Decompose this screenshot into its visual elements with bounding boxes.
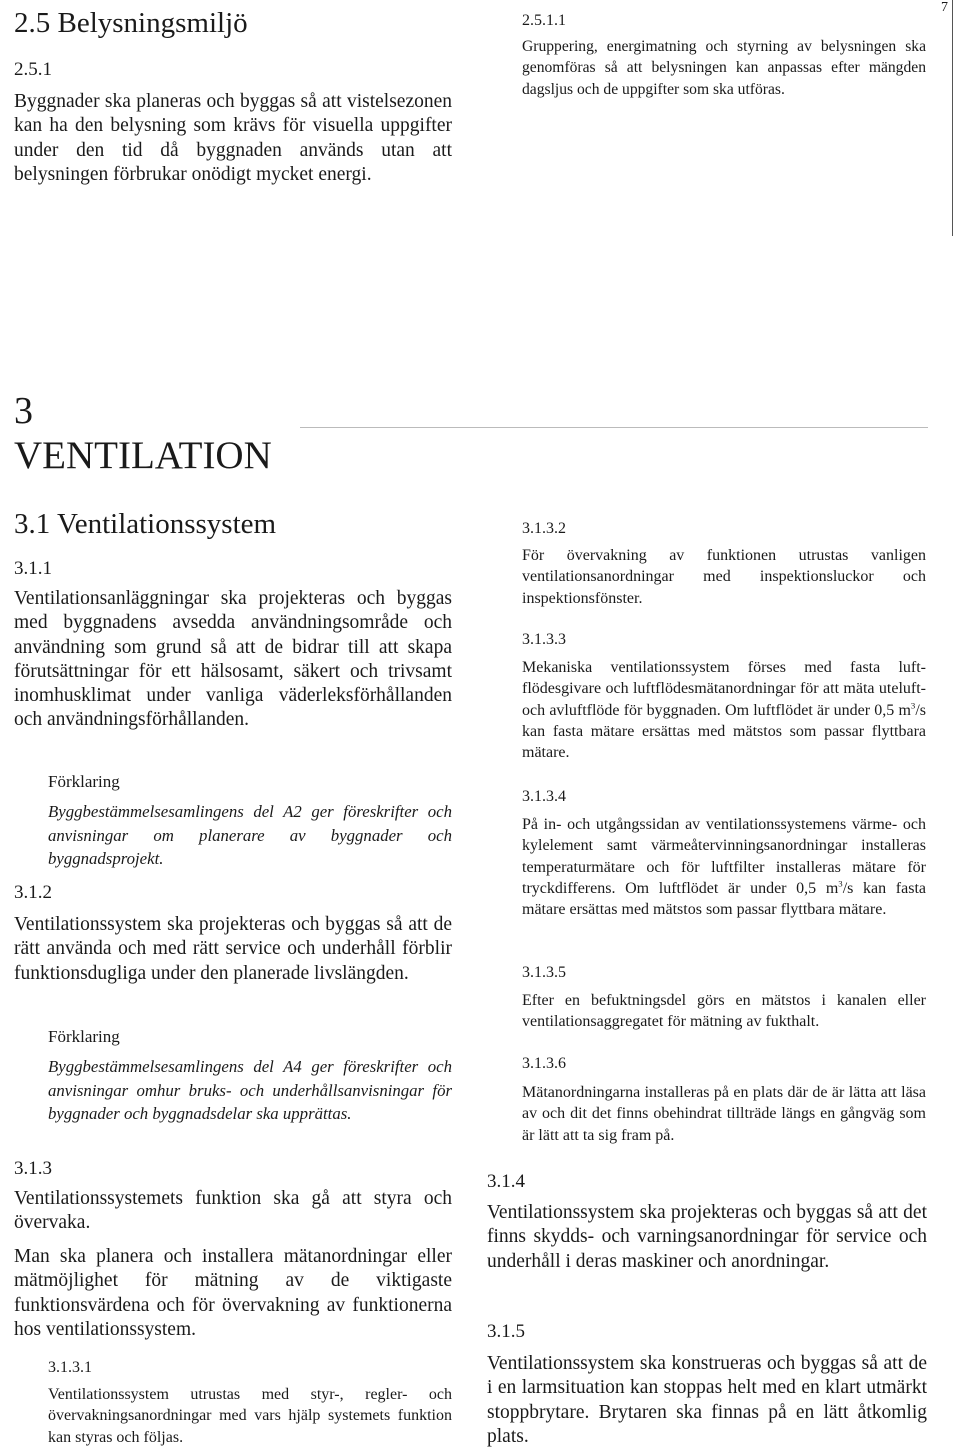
clause-number-3-1-3-2: 3.1.3.2 — [522, 520, 566, 537]
clause-text-3-1-2: Ventilationssystem ska projekteras och byggas så att de rätt använda och med rätt service och underhåll förblir funktionsdugliga under den planerade livslängden. — [14, 914, 452, 984]
clause-text-3-1-3-6: Mätanordningarna installeras på en plats där de är lätta att läsa av och dit det finns obehindrat tillträde längs en gångväg som är lätt att ta sig fram på. — [522, 1084, 926, 1144]
clause-number-3-1-3-1: 3.1.3.1 — [48, 1359, 92, 1376]
clause-text-3-1-3-4-b: /s kan fasta mätare ersättas med mätstos som passar flyttbara mätare. — [522, 879, 926, 919]
explanation-label-2: Förklaring — [48, 1027, 120, 1046]
clause-text-3-1-3-a: Ventilationssystemets funktion ska gå att styra och övervaka. — [14, 1188, 452, 1234]
clause-text-3-1-3-3-b: /s kan fasta mätare ersättas med mätstos som passar flyttbara mätare. — [522, 701, 926, 762]
section-heading-3-1: 3.1 Ventilationssystem — [14, 508, 277, 540]
clause-text-2-5-1-1: Gruppering, energimatning och styrning av belysningen ska genomföras så att belysningen kan anpassas efter mängden dagsljus och de uppgifter som ska utföras. — [522, 38, 926, 98]
chapter-rule — [300, 427, 928, 428]
clause-number-3-1-2: 3.1.2 — [14, 882, 52, 903]
clause-text-3-1-5: Ventilationssystem ska konstrueras och byggas så att de i en larmsituation kan stoppas helt med en klart utmärkt stoppbrytare. Brytaren ska finnas på en lätt åtkomlig plats. — [487, 1353, 927, 1447]
margin-rule — [952, 0, 953, 236]
clause-number-3-1-3-5: 3.1.3.5 — [522, 964, 566, 981]
clause-text-3-1-3-3-a: Mekaniska ventilationssystem förses med fasta luftflödesgivare och luftflödesmätanordningar för att mäta uteluft- och avluftflöde för byggnaden. Om luftflödet är under 0,5 m — [522, 659, 926, 719]
clause-number-3-1-4: 3.1.4 — [487, 1171, 525, 1192]
clause-text-3-1-3-5: Efter en befuktningsdel görs en mätstos i kanalen eller ventilationsaggregatet för mätning av fukthalt. — [522, 992, 926, 1031]
section-heading-2-5: 2.5 Belysningsmiljö — [14, 7, 248, 39]
clause-text-2-5-1: Byggnader ska planeras och byggas så att vistelsezonen kan ha den belysning som krävs för visuella uppgifter under den tid då byggnaden används utan att belysningen förbrukar onödigt mycket energi. — [14, 91, 452, 185]
clause-number-3-1-3-4: 3.1.3.4 — [522, 788, 566, 805]
clause-text-3-1-3-4 — [522, 814, 926, 920]
clause-number-3-1-3-3: 3.1.3.3 — [522, 631, 566, 648]
clause-number-3-1-1: 3.1.1 — [14, 558, 52, 579]
clause-number-3-1-3-6: 3.1.3.6 — [522, 1055, 566, 1072]
chapter-title: VENTILATION — [14, 434, 272, 477]
clause-text-3-1-3-1: Ventilationssystem utrustas med styr-, regler- och övervakningsanordningar med vars hjälp systemets funktion kan styras och följas. — [48, 1386, 452, 1446]
explanation-label-1: Förklaring — [48, 772, 120, 791]
clause-number-3-1-3: 3.1.3 — [14, 1158, 52, 1179]
explanation-text-2: Byggbestämmelsesamlingens del A4 ger föreskrifter och anvisningar omhur bruks- och underhållsanvisningar för byggnader och byggnadsdelar ska upprättas. — [48, 1057, 452, 1124]
clause-text-3-1-3-2: För övervakning av funktionen utrustas vanligen ventilationsanordningar med inspektionsluckor och inspektionsfönster. — [522, 547, 926, 607]
clause-text-3-1-3-4-a: På in- och utgångssidan av ventilationssystemens värme- och kylelement samt värmeåtervinningsanordningar installeras temperaturmätare och för luftfilter installeras mätare för tryckdifferens. Om luftflödet är under 0,5 m — [522, 816, 926, 897]
clause-text-3-1-3-b: Man ska planera och installera mätanordningar eller mätmöjlighet för mätning av de viktigaste funktionsvärdena och för övervakning av funktionerna hos ventilationssystem. — [14, 1246, 452, 1340]
chapter-number: 3 — [14, 390, 33, 432]
explanation-text-1: Byggbestämmelsesamlingens del A2 ger föreskrifter och anvisningar om planerare av byggnader och byggnadsprojekt. — [48, 802, 452, 869]
clause-text-3-1-1: Ventilationsanläggningar ska projekteras och byggas med byggnadens avsedda användningsområde och användning som grund så att de bidrar till att skapa förutsättningar för ett hälsosamt, säkert och trivsamt inomhusklimat under vanliga väderleksförhållanden och användningsförhållanden. — [14, 588, 452, 731]
page-number: 7 — [941, 0, 948, 15]
clause-text-3-1-4: Ventilationssystem ska projekteras och byggas så att det finns skydds- och varningsanordningar för service och underhåll i deras maskiner och anordningar. — [487, 1202, 927, 1272]
clause-number-2-5-1-1: 2.5.1.1 — [522, 12, 566, 29]
clause-number-2-5-1: 2.5.1 — [14, 59, 52, 80]
superscript-3: 3 — [838, 878, 843, 889]
clause-text-3-1-3-3 — [522, 657, 926, 763]
superscript-3: 3 — [910, 700, 916, 711]
clause-number-3-1-5: 3.1.5 — [487, 1321, 525, 1342]
